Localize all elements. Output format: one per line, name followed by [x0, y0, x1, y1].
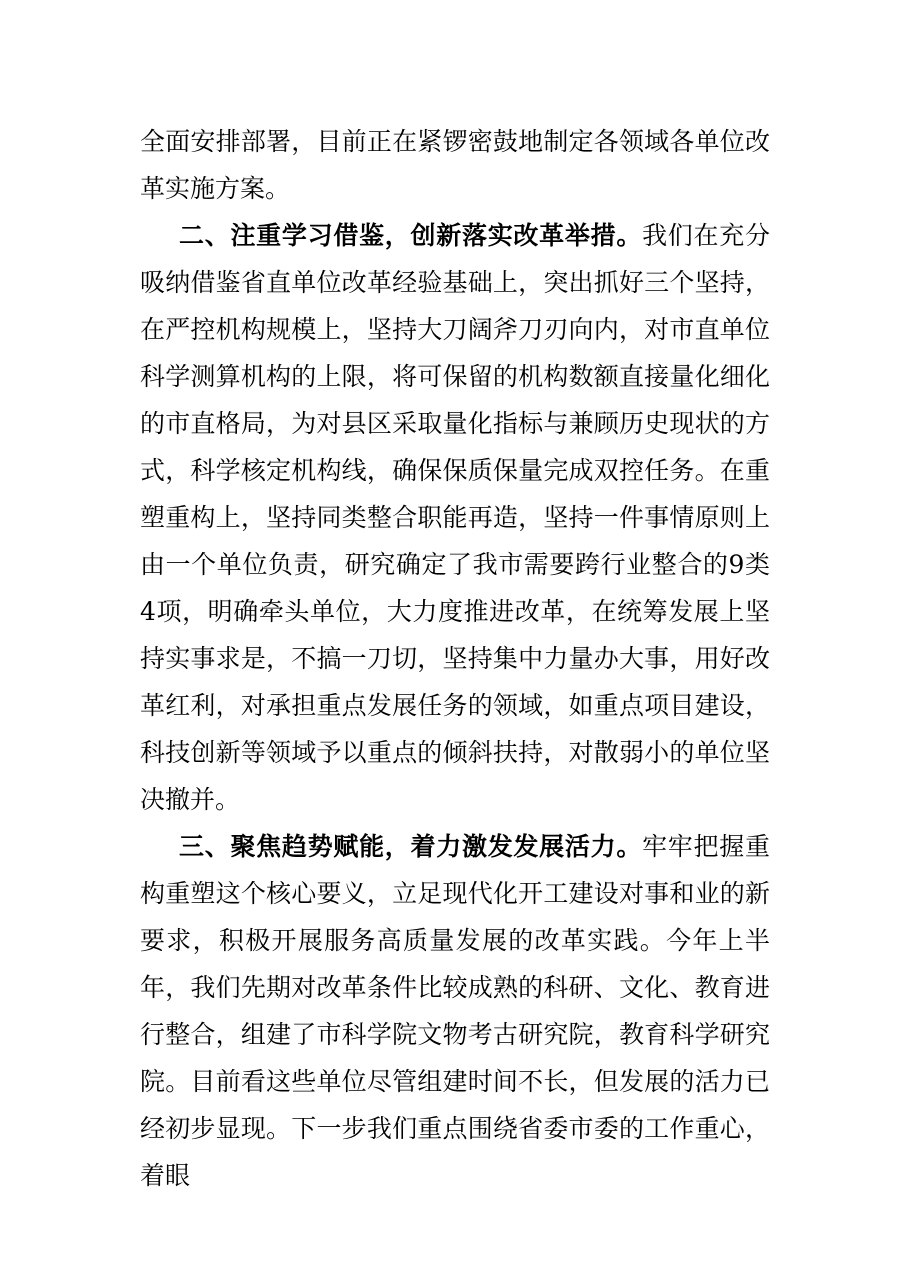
section-heading: 三、聚焦趋势赋能，着力激发发展活力。	[179, 832, 643, 861]
paragraph-body: 全面安排部署，目前正在紧锣密鼓地制定各领域各单位改革实施方案。	[140, 127, 770, 203]
paragraph-section-two	[140, 212, 770, 823]
document-body	[140, 118, 770, 1199]
paragraph-body: 牢牢把握重构重塑这个核心要义，立足现代化开工建设对事和业的新要求，积极开展服务高质量发展的改革实践。今年上半年，我们先期对改革条件比较成熟的科研、文化、教育进行整合，组建了市科学院文物考古研究院，教育科学研究院。目前看这些单位尽管组建时间不长，但发展的活力已经初步显现。下一步我们重点围绕省委市委的工作重心，着眼	[140, 832, 770, 1190]
paragraph-body: 我们在充分吸纳借鉴省直单位改革经验基础上，突出抓好三个坚持，在严控机构规模上，坚持大刀阔斧刀刃向内，对市直单位科学测算机构的上限，将可保留的机构数额直接量化细化的市直格局，为对县区采取量化指标与兼顾历史现状的方式，科学核定机构线，确保保质保量完成双控任务。在重塑重构上，坚持同类整合职能再造，坚持一件事情原则上由一个单位负责，研究确定了我市需要跨行业整合的9类4项，明确牵头单位，大力度推进改革，在统筹发展上坚持实事求是，不搞一刀切，坚持集中力量办大事，用好改革红利，对承担重点发展任务的领域，如重点项目建设，科技创新等领域予以重点的倾斜扶持，对散弱小的单位坚决撤并。	[140, 221, 770, 814]
section-heading: 二、注重学习借鉴，创新落实改革举措。	[179, 221, 643, 250]
paragraph-continuation	[140, 118, 770, 212]
paragraph-section-three	[140, 823, 770, 1199]
